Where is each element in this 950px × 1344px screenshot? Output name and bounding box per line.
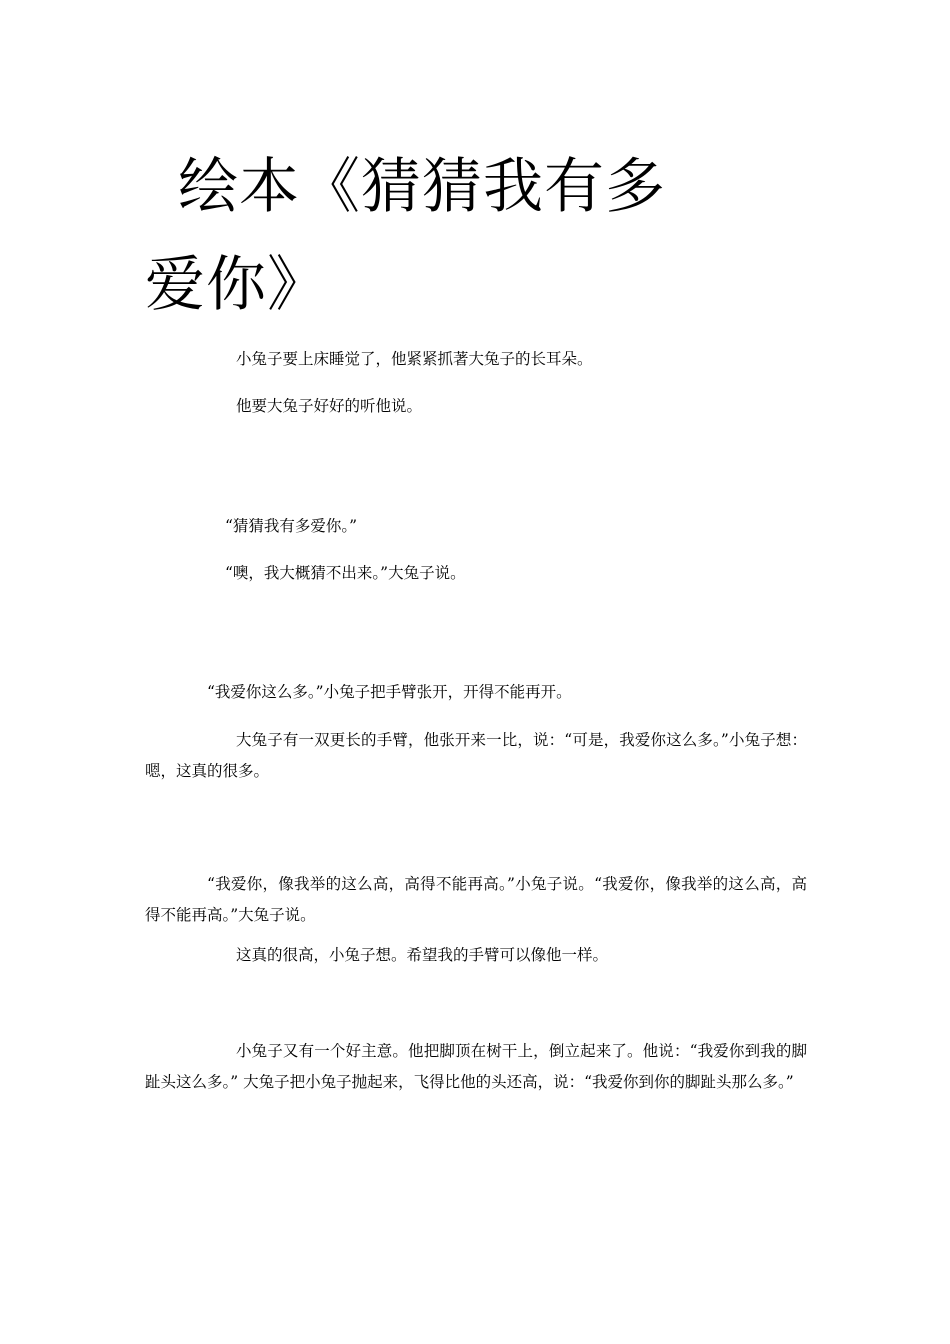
paragraph: 小兔子又有一个好主意。他把脚顶在树干上，倒立起来了。他说：“我爱你到我的脚趾头这么多。” 大兔子把小兔子抛起来，飞得比他的头还高，说：“我爱你到你的脚趾头那么多。” [145,1042,807,1091]
paragraph: “噢，我大概猜不出来。”大兔子说。 [225,564,466,582]
paragraph: “我爱你，像我举的这么高，高得不能再高。”小兔子说。“我爱你，像我举的这么高，高得不能再高。”大兔子说。 [145,875,807,924]
paragraph: 小兔子要上床睡觉了，他紧紧抓著大兔子的长耳朵。 [236,350,593,368]
paragraph: 他要大兔子好好的听他说。 [236,397,423,415]
paragraph: 这真的很高，小兔子想。希望我的手臂可以像他一样。 [236,946,609,964]
document-title: 绘本《猜猜我有多爱你》 [145,152,666,320]
paragraph: 大兔子有一双更长的手臂，他张开来一比，说：“可是，我爱你这么多。”小兔子想：嗯，这真的很多。 [145,731,807,780]
paragraph: “猜猜我有多爱你。” [225,517,358,535]
paragraph: “我爱你这么多。”小兔子把手臂张开，开得不能再开。 [207,683,572,701]
